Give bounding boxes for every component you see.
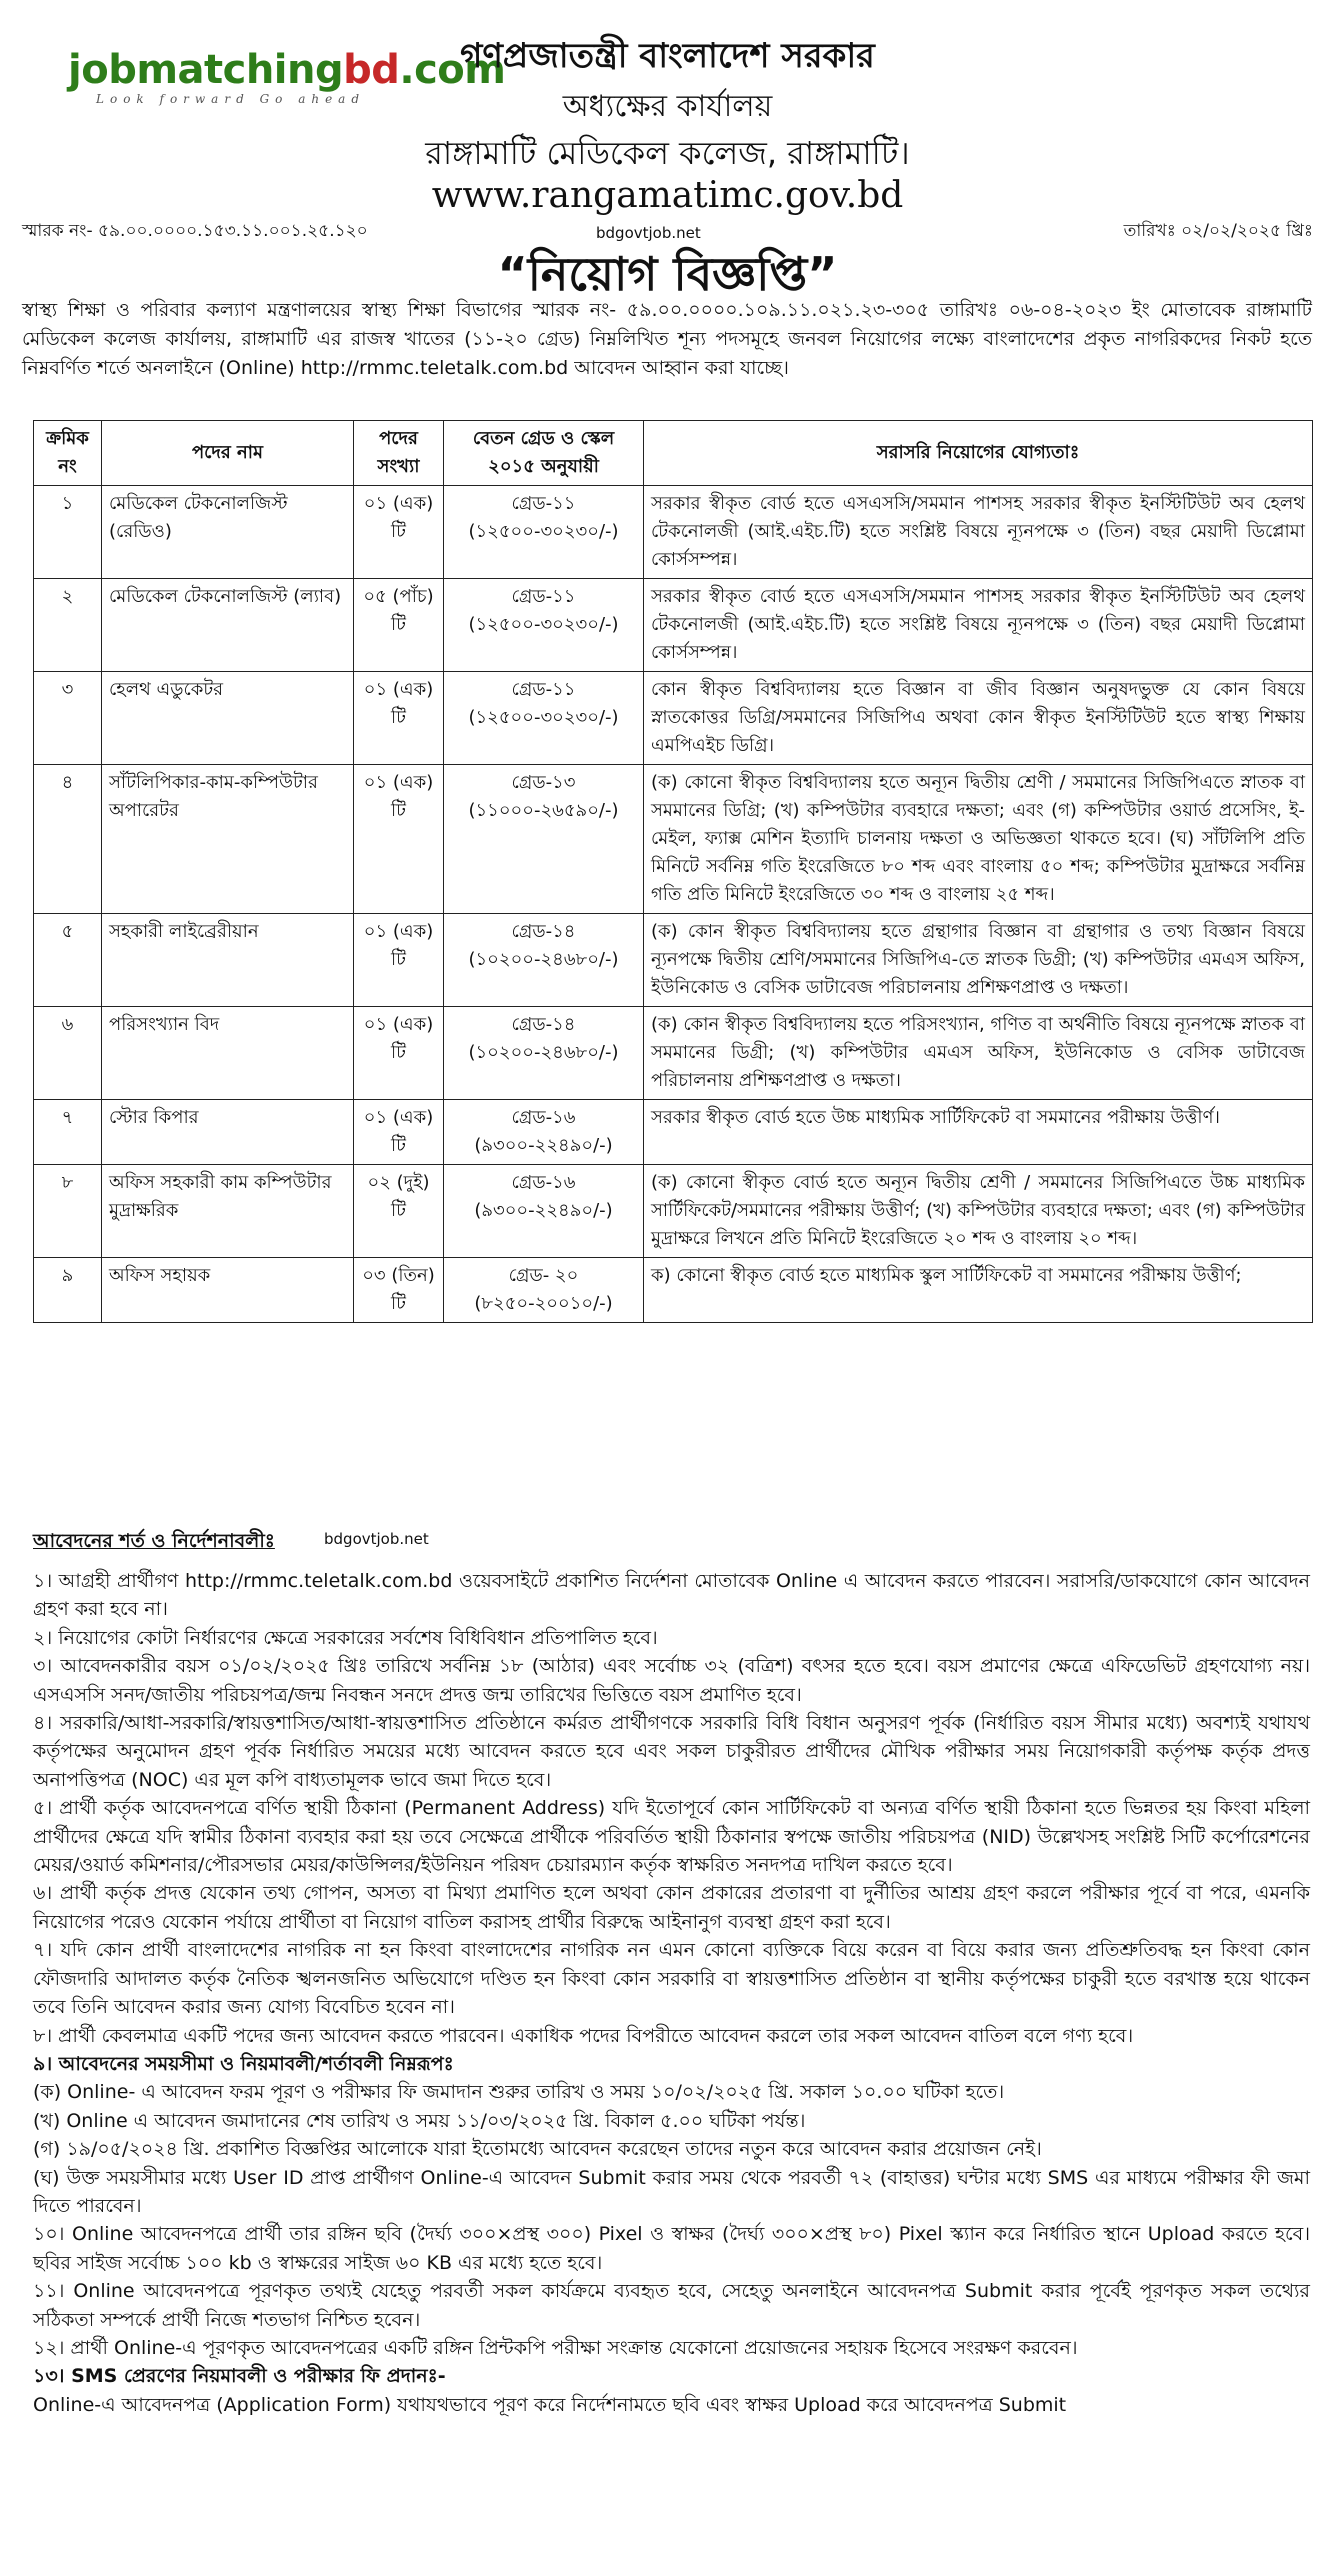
table-row [34, 1100, 1313, 1165]
row-grade: গ্রেড- ২০ [508, 1265, 579, 1286]
row-grade-scale [444, 1165, 644, 1258]
row-scale: (১২৫০০-৩০২৩০/-) [468, 707, 619, 728]
row-post-count: ০১ (এক) টি [354, 1007, 444, 1100]
condition-item: ১১। Online আবেদনপত্রে পূরণকৃত তথ্যই যেহেতু পরবর্তী সকল কার্যক্রমে ব্যবহৃত হবে, সেহেতু অনলাইনে আবেদনপত্র Submit করার পূর্বেই পূরণকৃত সকল তথ্যের সঠিকতা সম্পর্কে প্রার্থী নিজে শতভাগ নিশ্চিত হবেন। [33, 2280, 1310, 2331]
row-grade-scale [444, 1258, 644, 1323]
notice-title: “নিয়োগ বিজ্ঞপ্তি” [497, 247, 838, 301]
row-serial: ৩ [34, 672, 102, 765]
logo-wordmark: jobmatchingbd.com [68, 47, 506, 93]
conditions-list [33, 1567, 1310, 2419]
condition-item: Online-এ আবেদনপত্র (Application Form) যথাযথভাবে পূরণ করে নির্দেশনামতে ছবি এবং স্বাক্ষর Upload করে আবেদনপত্র Submit [33, 2393, 1067, 2416]
memo-number: স্মারক নং- ৫৯.০০.০০০০.১৫৩.১১.০০১.২৫.১২০ [22, 221, 368, 241]
condition-item: (গ) ১৯/০৫/২০২৪ খ্রি. প্রকাশিত বিজ্ঞপ্তির আলোকে যারা ইতোমধ্যে আবেদন করেছেন তাদের নতুন করে আবেদন করার প্রয়োজন নেই। [33, 2138, 1042, 2161]
row-serial: ৬ [34, 1007, 102, 1100]
table-row [34, 1007, 1313, 1100]
condition-item: (খ) Online এ আবেদন জমাদানের শেষ তারিখ ও সময় ১১/০৩/২০২৫ খ্রি. বিকাল ৫.০০ ঘটিকা পর্যন্ত। [33, 2109, 806, 2132]
conditions-watermark: bdgovtjob.net [324, 1530, 429, 1548]
row-serial: ২ [34, 579, 102, 672]
row-scale: (৯৩০০-২২৪৯০/-) [474, 1135, 613, 1156]
header-serial: ক্রমিক নং [34, 421, 102, 486]
table-row [34, 914, 1313, 1007]
row-post-name: মেডিকেল টেকনোলজিস্ট (রেডিও) [102, 486, 354, 579]
row-post-count: ০৫ (পাঁচ) টি [354, 579, 444, 672]
header-qualification: সরাসরি নিয়োগের যোগ্যতাঃ [644, 421, 1313, 486]
row-grade-scale [444, 579, 644, 672]
govt-title: গণপ্রজাতন্ত্রী বাংলাদেশ সরকার [460, 36, 875, 76]
row-post-count: ০২ (দুই) টি [354, 1165, 444, 1258]
header-grade: বেতন গ্রেড ও স্কেল ২০১৫ অনুযায়ী [444, 421, 644, 486]
row-qualification: (ক) কোন স্বীকৃত বিশ্ববিদ্যালয় হতে পরিসংখ্যান, গণিত বা অর্থনীতি বিষয়ে ন্যূনপক্ষে স্নাতক বা সমমানের ডিগ্রী; (খ) কম্পিউটার এমএস অফিস, ইউনিকোড ও বেসিক ডাটাবেজ পরিচালনায় প্রশিক্ষণপ্রাপ্ত ও দক্ষতা। [644, 1007, 1313, 1100]
row-scale: (৯৩০০-২২৪৯০/-) [474, 1200, 613, 1221]
row-grade-scale [444, 765, 644, 914]
row-grade-scale [444, 1007, 644, 1100]
condition-item: ২। নিয়োগের কোটা নির্ধারণের ক্ষেত্রে সরকারের সর্বশেষ বিধিবিধান প্রতিপালিত হবে। [33, 1626, 658, 1649]
table-row [34, 579, 1313, 672]
row-post-name: সাঁটলিপিকার-কাম-কম্পিউটার অপারেটর [102, 765, 354, 914]
row-post-name: পরিসংখ্যান বিদ [102, 1007, 354, 1100]
row-qualification: সরকার স্বীকৃত বোর্ড হতে এসএসসি/সমমান পাশসহ সরকার স্বীকৃত ইনস্টিটিউট অব হেলথ টেকনোলজী (আই.এইচ.টি) হতে সংশ্লিষ্ট বিষয়ে ন্যূনপক্ষে ৩ (তিন) বছর মেয়াদী ডিপ্লোমা কোর্সসম্পন্ন। [644, 579, 1313, 672]
row-post-count: ০১ (এক) টি [354, 765, 444, 914]
row-scale: (১০২০০-২৪৬৮০/-) [468, 1042, 619, 1063]
condition-item: ৮। প্রার্থী কেবলমাত্র একটি পদের জন্য আবেদন করতে পারবেন। একাধিক পদের বিপরীতে আবেদন করলে তার সকল আবেদন বাতিল বলে গণ্য হবে। [33, 2024, 1134, 2047]
condition-item: ৭। যদি কোন প্রার্থী বাংলাদেশের নাগরিক না হন কিংবা বাংলাদেশের নাগরিক নন এমন কোনো ব্যক্তিকে বিয়ে করেন বা বিয়ে করার জন্য প্রতিশ্রুতিবদ্ধ হন কিংবা কোন ফৌজদারি আদালত কর্তৃক নৈতিক স্খলনজনিত অভিযোগে দণ্ডিত হন কিংবা কোন সরকারি বা স্বায়ত্তশাসিত প্রতিষ্ঠান বা স্থানীয় কর্তৃপক্ষের চাকুরী হতে বরখাস্ত হয়ে থাকেন তবে তিনি আবেদন করার জন্য যোগ্য বিবেচিত হবেন না। [33, 1939, 1310, 2019]
row-qualification: সরকার স্বীকৃত বোর্ড হতে উচ্চ মাধ্যমিক সার্টিফিকেট বা সমমানের পরীক্ষায় উত্তীর্ণ। [644, 1100, 1313, 1165]
row-post-count: ০১ (এক) টি [354, 914, 444, 1007]
header-count: পদের সংখ্যা [354, 421, 444, 486]
table-row [34, 672, 1313, 765]
condition-item: ৯। আবেদনের সময়সীমা ও নিয়মাবলী/শর্তাবলী নিম্নরূপঃ [33, 2052, 454, 2075]
table-row [34, 1165, 1313, 1258]
office-title: অধ্যক্ষের কার্যালয় [562, 89, 773, 124]
row-serial: ৯ [34, 1258, 102, 1323]
row-qualification: (ক) কোন স্বীকৃত বিশ্ববিদ্যালয় হতে গ্রন্থাগার বিজ্ঞান বা গ্রন্থাগার ও তথ্য বিজ্ঞান বিষয়ে ন্যূনপক্ষে দ্বিতীয় শ্রেণি/সমমানের সিজিপিএ-তে স্নাতক ডিগ্রী; (খ) কম্পিউটার এমএস অফিস, ইউনিকোড ও বেসিক ডাটাবেজ পরিচালনায় প্রশিক্ষণপ্রাপ্ত ও দক্ষতা। [644, 914, 1313, 1007]
college-website: www.rangamatimc.gov.bd [431, 175, 904, 216]
row-serial: ৮ [34, 1165, 102, 1258]
table-row [34, 765, 1313, 914]
row-qualification: (ক) কোনো স্বীকৃত বোর্ড হতে অন্যূন দ্বিতীয় শ্রেণী / সমমানের সিজিপিএতে উচ্চ মাধ্যমিক সার্টিফিকেট/সমমানের পরীক্ষায় উত্তীর্ণ; (খ) কম্পিউটার ব্যবহারে দক্ষতা; এবং (গ) কম্পিউটার মুদ্রাক্ষরে লিখনে প্রতি মিনিটে ইংরেজিতে ২০ শব্দ ও বাংলায় ২০ শব্দ। [644, 1165, 1313, 1258]
header-post: পদের নাম [102, 421, 354, 486]
row-post-name: অফিস সহকারী কাম কম্পিউটার মুদ্রাক্ষরিক [102, 1165, 354, 1258]
table-header-row [34, 421, 1313, 486]
row-serial: ১ [34, 486, 102, 579]
condition-item: (ঘ) উক্ত সময়সীমার মধ্যে User ID প্রাপ্ত প্রার্থীগণ Online-এ আবেদন Submit করার সময় থেকে পরবর্তী ৭২ (বাহাত্তর) ঘন্টার মধ্যে SMS এর মাধ্যমে পরীক্ষার ফী জমা দিতে পারবেন। [33, 2166, 1310, 2217]
row-scale: (১২৫০০-৩০২৩০/-) [468, 521, 619, 542]
row-grade: গ্রেড-১৪ [511, 921, 576, 942]
row-grade-scale [444, 486, 644, 579]
row-post-name: অফিস সহায়ক [102, 1258, 354, 1323]
table-row [34, 1258, 1313, 1323]
row-qualification: ক) কোনো স্বীকৃত বোর্ড হতে মাধ্যমিক স্কুল সার্টিফিকেট বা সমমানের পরীক্ষায় উত্তীর্ণ; [644, 1258, 1313, 1323]
row-grade: গ্রেড-১৬ [511, 1107, 576, 1128]
row-post-name: স্টোর কিপার [102, 1100, 354, 1165]
row-grade: গ্রেড-১১ [511, 586, 576, 607]
watermark-site: bdgovtjob.net [596, 224, 701, 242]
row-post-name: হেলথ এডুকেটর [102, 672, 354, 765]
row-post-count: ০১ (এক) টি [354, 1100, 444, 1165]
row-post-name: মেডিকেল টেকনোলজিস্ট (ল্যাব) [102, 579, 354, 672]
condition-item: ৪। সরকারি/আধা-সরকারি/স্বায়ত্তশাসিত/আধা-স্বায়ত্তশাসিত প্রতিষ্ঠানে কর্মরত প্রার্থীগণকে সরকারি বিধি বিধান অনুসরণ পূর্বক (নির্ধারিত বয়স সীমার মধ্যে) অবশ্যই যথাযথ কর্তৃপক্ষের অনুমোদন গ্রহণ পূর্বক নির্ধারিত সময়ের মধ্যে আবেদন করতে হবে এবং সকল চাকুরীরত প্রার্থীদের মৌখিক পরীক্ষার সময় নিয়োগকারী কর্তৃপক্ষ কর্তৃক প্রদত্ত অনাপত্তিপত্র (NOC) এর মূল কপি বাধ্যতামূলক ভাবে জমা দিতে হবে। [33, 1712, 1310, 1791]
table-row [34, 486, 1313, 579]
row-scale: (১০২০০-২৪৬৮০/-) [468, 949, 619, 970]
row-grade: গ্রেড-১৩ [511, 772, 576, 793]
condition-item: ৬। প্রার্থী কর্তৃক প্রদত্ত যেকোন তথ্য গোপন, অসত্য বা মিথ্যা প্রমাণিত হলে অথবা কোন প্রকারের প্রতারণা বা দুর্নীতির আশ্রয় গ্রহণ করলে পরীক্ষার পূর্বে বা পরে, এমনকি নিয়োগের পরেও যেকোন পর্যায়ে প্রার্থীতা বা নিয়োগ বাতিল করাসহ প্রার্থীর বিরুদ্ধে আইনানুগ ব্যবস্থা গ্রহণ করা হবে। [33, 1882, 1310, 1933]
row-serial: ৫ [34, 914, 102, 1007]
row-post-count: ০১ (এক) টি [354, 486, 444, 579]
row-scale: (১২৫০০-৩০২৩০/-) [468, 614, 619, 635]
condition-item: ১২। প্রার্থী Online-এ পূরণকৃত আবেদনপত্রের একটি রঙ্গিন প্রিন্টকপি পরীক্ষা সংক্রান্ত যেকোনো প্রয়োজনের সহায়ক হিসেবে সংরক্ষণ করবেন। [33, 2336, 1078, 2359]
row-grade: গ্রেড-১১ [511, 493, 576, 514]
notice-date: তারিখঃ ০২/০২/২০২৫ খ্রিঃ [1123, 221, 1313, 241]
vacancy-table [33, 420, 1313, 1323]
condition-item: ৩। আবেদনকারীর বয়স ০১/০২/২০২৫ খ্রিঃ তারিখে সর্বনিম্ন ১৮ (আঠার) এবং সর্বোচ্চ ৩২ (বত্রিশ) বৎসর হতে হবে। বয়স প্রমাণের ক্ষেত্রে এফিডেভিট গ্রহণযোগ্য নয়। এসএসসি সনদ/জাতীয় পরিচয়পত্র/জন্ম নিবন্ধন সনদে প্রদত্ত জন্ম তারিখের ভিত্তিতে বয়স প্রমাণিত হবে। [33, 1655, 1310, 1706]
condition-item: ১৩। SMS প্রেরণের নিয়মাবলী ও পরীক্ষার ফি প্রদানঃ- [33, 2365, 446, 2388]
row-grade: গ্রেড-১৬ [511, 1172, 576, 1193]
row-scale: (৮২৫০-২০০১০/-) [474, 1293, 613, 1314]
row-serial: ৭ [34, 1100, 102, 1165]
condition-item: ১। আগ্রহী প্রার্থীগণ http://rmmc.teletalk.com.bd ওয়েবসাইটে প্রকাশিত নির্দেশনা মোতাবেক Online এ আবেদন করতে পারবেন। সরাসরি/ডাকযোগে কোন আবেদন গ্রহণ করা হবে না। [33, 1570, 1310, 1621]
row-post-count: ০১ (এক) টি [354, 672, 444, 765]
row-grade: গ্রেড-১১ [511, 679, 576, 700]
row-grade-scale [444, 672, 644, 765]
row-post-name: সহকারী লাইব্রেরীয়ান [102, 914, 354, 1007]
conditions-title: আবেদনের শর্ত ও নির্দেশনাবলীঃ [33, 1530, 275, 1552]
college-title: রাঙ্গামাটি মেডিকেল কলেজ, রাঙ্গামাটি। [425, 134, 910, 172]
row-grade-scale [444, 914, 644, 1007]
row-scale: (১১০০০-২৬৫৯০/-) [468, 800, 619, 821]
row-grade: গ্রেড-১৪ [511, 1014, 576, 1035]
logo-tagline: Look forward Go ahead [96, 92, 366, 106]
condition-item: ১০। Online আবেদনপত্রে প্রার্থী তার রঙ্গিন ছবি (দৈর্ঘ্য ৩০০×প্রস্থ ৩০০) Pixel ও স্বাক্ষর (দৈর্ঘ্য ৩০০×প্রস্থ ৮০) Pixel স্ক্যান করে নির্ধারিত স্থানে Upload করতে হবে। ছবির সাইজ সর্বোচ্চ ১০০ kb ও স্বাক্ষরের সাইজ ৬০ KB এর মধ্যে হতে হবে। [33, 2223, 1310, 2274]
row-qualification: (ক) কোনো স্বীকৃত বিশ্ববিদ্যালয় হতে অন্যূন দ্বিতীয় শ্রেণী / সমমানের সিজিপিএতে স্নাতক বা সমমানের ডিগ্রি; (খ) কম্পিউটার ব্যবহারে দক্ষতা; এবং (গ) কম্পিউটার ওয়ার্ড প্রসেসিং, ই-মেইল, ফ্যাক্স মেশিন ইত্যাদি চালনায় দক্ষতা ও অভিজ্ঞতা থাকতে হবে। (ঘ) সাঁটলিপি প্রতি মিনিটে সর্বনিম্ন গতি ইংরেজিতে ৮০ শব্দ এবং বাংলায় ৫০ শব্দ; কম্পিউটার মুদ্রাক্ষরে সর্বনিম্ন গতি প্রতি মিনিটে ইংরেজিতে ৩০ শব্দ ও বাংলায় ২৫ শব্দ। [644, 765, 1313, 914]
condition-item: (ক) Online- এ আবেদন ফরম পূরণ ও পরীক্ষার ফি জমাদান শুরুর তারিখ ও সময় ১০/০২/২০২৫ খ্রি. সকাল ১০.০০ ঘটিকা হতে। [33, 2081, 1005, 2104]
intro-paragraph: স্বাস্থ্য শিক্ষা ও পরিবার কল্যাণ মন্ত্রণালয়ের স্বাস্থ্য শিক্ষা বিভাগের স্মারক নং- ৫৯.০০.০০০০.১০৯.১১.০২১.২৩-৩০৫ তারিখঃ ০৬-০৪-২০২৩ ইং মোতাবেক রাঙ্গামাটি মেডিকেল কলেজ কার্যালয়, রাঙ্গামাটি এর রাজস্ব খাতের (১১-২০ গ্রেড) নিম্নলিখিত শূন্য পদসমূহে জনবল নিয়োগের লক্ষ্যে বাংলাদেশের প্রকৃত নাগরিকদের নিকট হতে নিম্নবর্ণিত শর্তে অনলাইনে (Online) http://rmmc.teletalk.com.bd আবেদন আহ্বান করা যাচ্ছে। [22, 299, 1312, 379]
row-post-count: ০৩ (তিন) টি [354, 1258, 444, 1323]
condition-item: ৫। প্রার্থী কর্তৃক আবেদনপত্রে বর্ণিত স্থায়ী ঠিকানা (Permanent Address) যদি ইতোপূর্বে কোন সার্টিফিকেট বা অন্যত্র বর্ণিত স্থায়ী ঠিকানা হতে ভিন্নতর হয় কিংবা মহিলা প্রার্থীদের ক্ষেত্রে যদি স্বামীর ঠিকানা ব্যবহার করা হয় তবে সেক্ষেত্রে প্রার্থীকে পরিবর্তিত স্থায়ী ঠিকানার স্বপক্ষে জাতীয় পরিচয়পত্র (NID) উল্লেখসহ সংশ্লিষ্ট সিটি কর্পোরেশনের মেয়র/ওয়ার্ড কমিশনার/পৌরসভার মেয়র/কাউন্সিলর/ইউনিয়ন পরিষদ চেয়ারম্যান কর্তৃক স্বাক্ষরিত সনদপত্র দাখিল করতে হবে। [33, 1797, 1310, 1877]
row-qualification: সরকার স্বীকৃত বোর্ড হতে এসএসসি/সমমান পাশসহ সরকার স্বীকৃত ইনস্টিটিউট অব হেলথ টেকনোলজী (আই.এইচ.টি) হতে সংশ্লিষ্ট বিষয়ে ন্যূনপক্ষে ৩ (তিন) বছর মেয়াদী ডিপ্লোমা কোর্সসম্পন্ন। [644, 486, 1313, 579]
row-serial: ৪ [34, 765, 102, 914]
row-grade-scale [444, 1100, 644, 1165]
row-qualification: কোন স্বীকৃত বিশ্ববিদ্যালয় হতে বিজ্ঞান বা জীব বিজ্ঞান অনুষদভুক্ত যে কোন বিষয়ে স্নাতকোত্তর ডিগ্রি/সমমানের সিজিপিএ অথবা কোন স্বীকৃত ইনস্টিটিউট হতে স্বাস্থ্য শিক্ষায় এমপিএইচ ডিগ্রি। [644, 672, 1313, 765]
